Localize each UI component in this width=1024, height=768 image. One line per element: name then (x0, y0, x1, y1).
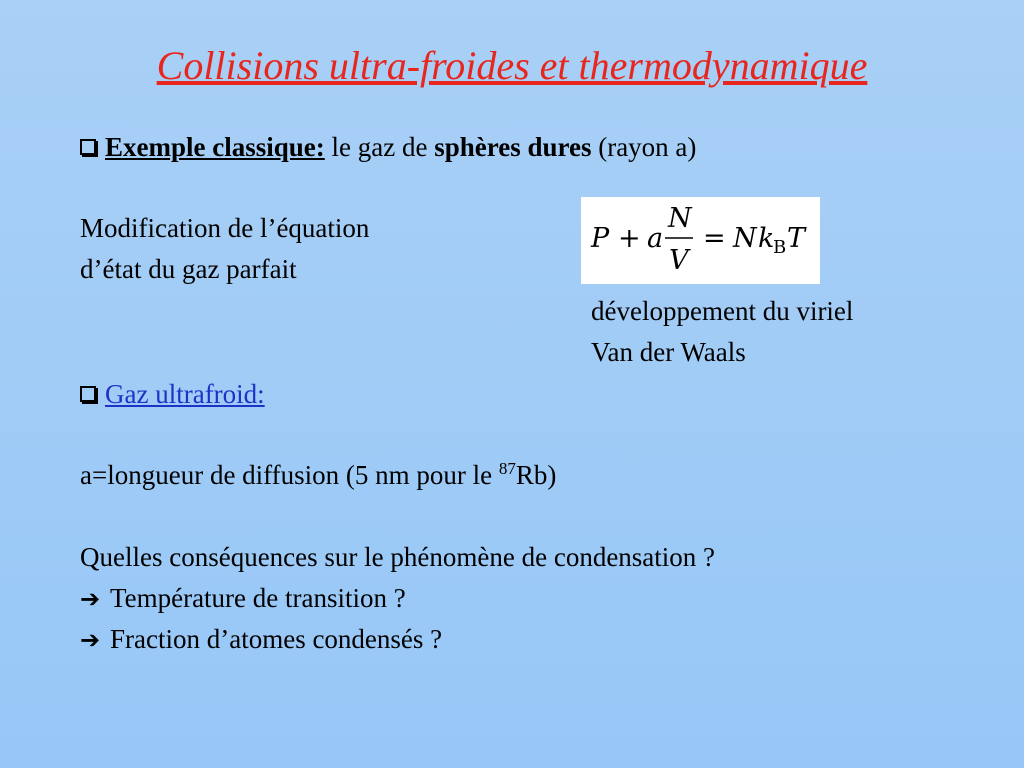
scattering-length-line (80, 458, 556, 492)
virial-expansion-note: développement du viriel (591, 296, 854, 326)
condensation-question: Quelles conséquences sur le phénomène de condensation ? (80, 542, 716, 572)
condensed-fraction-item (80, 622, 442, 657)
formula-plus: + (618, 223, 641, 254)
modification-line-2: d’état du gaz parfait (80, 254, 297, 284)
checkbox-bullet-icon (80, 386, 96, 402)
checkbox-bullet-icon (80, 139, 96, 155)
classic-example-text: le gaz de (331, 132, 428, 162)
slide-title: Collisions ultra-froides et thermodynamique (156, 43, 868, 88)
condensed-fraction-text: Fraction d’atomes condensés ? (110, 624, 443, 654)
van-der-waals-note: Van der Waals (591, 337, 746, 367)
ultracold-gas-link[interactable]: Gaz ultrafroid: (105, 379, 265, 409)
formula-a: a (647, 223, 664, 254)
formula-equals: = (703, 223, 726, 254)
element-symbol: Rb (515, 460, 548, 490)
arrow-right-icon: ➔ (80, 626, 101, 654)
transition-temperature-text: Température de transition ? (110, 583, 406, 613)
hard-spheres-text: sphères dures (434, 132, 592, 162)
arrow-right-icon: ➔ (80, 585, 101, 613)
formula-svg (581, 197, 820, 284)
formula-n: N (733, 223, 757, 254)
formula-subscript-b: B (773, 237, 787, 258)
closing-paren: ) (547, 460, 557, 490)
formula-p: P (591, 223, 610, 254)
scattering-length-text: a=longueur de diffusion (5 nm pour le (80, 460, 499, 490)
formula-denominator: V (669, 245, 689, 276)
radius-text: (rayon a) (598, 132, 697, 162)
formula-numerator: N (668, 203, 692, 234)
isotope-mass-number: 87 (498, 459, 516, 478)
formula-k: k (758, 223, 775, 254)
classic-example-heading: Exemple classique: (105, 132, 325, 162)
transition-temperature-item (80, 581, 406, 616)
section-classic-example (80, 130, 696, 164)
section-ultracold-gas (80, 377, 265, 411)
equation-of-state-formula (581, 197, 820, 284)
modification-line-1: Modification de l’équation (80, 213, 370, 243)
formula-t: T (787, 223, 806, 254)
